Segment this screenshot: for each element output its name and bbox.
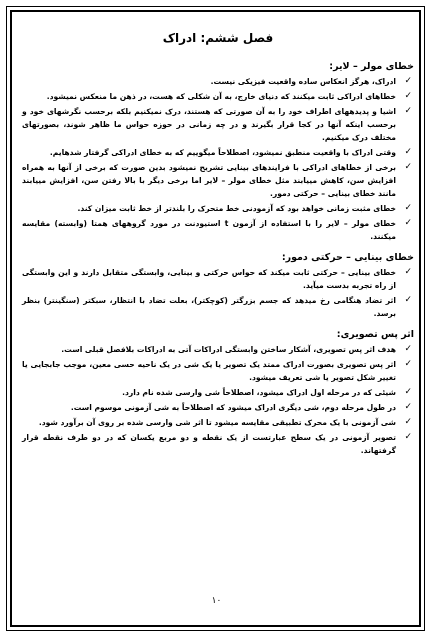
- list-item: [22, 294, 414, 320]
- bullet-list: [22, 343, 414, 457]
- list-item-text: خطای مثبت زمانی خواهد بود که آزمودنی خط متحرک را بلندتر از خط ثابت میزان کند.: [77, 204, 396, 213]
- list-item-text: ادراک، هرگز انعکاس ساده واقعیت فیزیکی نیست.: [210, 77, 396, 86]
- checkmark-icon: ✓: [404, 344, 412, 354]
- checkmark-icon: ✓: [404, 432, 412, 442]
- bullet-list: [22, 266, 414, 320]
- checkmark-icon: ✓: [404, 147, 412, 157]
- sections-container: [22, 60, 414, 457]
- chapter-title: فصل ششم: ادراک: [162, 31, 274, 45]
- list-item-text: برخی از خطاهای ادراکی با فرایندهای بینایی تشریح نمیشود بدین صورت که برخی از آنها به همراه افزایش سن، کاهش مییابند مثل خطای مولر – لایر اما برخی دیگر با بالا رفتن سن، افزایش مییابند مانند خطای بینایی – حرکتی دمور.: [22, 163, 396, 198]
- list-item-text: شیئی که در مرحله اول ادراک میشود، اصطلاحاً شی وارسی شده نام دارد.: [122, 388, 396, 397]
- checkmark-icon: ✓: [404, 267, 412, 277]
- list-item-text: خطای بینایی – حرکتی ثابت میکند که حواس حرکتی و بینایی، وابستگی متقابل دارند و این وابستگی از راه تجربه بدست میآید.: [22, 268, 396, 290]
- checkmark-icon: ✓: [404, 203, 412, 213]
- section: [22, 328, 414, 457]
- list-item: [22, 217, 414, 243]
- checkmark-icon: ✓: [404, 91, 412, 101]
- bullet-list: [22, 75, 414, 243]
- list-item-text: اثر تضاد هنگامی رخ میدهد که جسم بزرگتر (کوچکتر)، بعلت تضاد با انتظار، سبکتر (سنگینتر) بنظر برسد.: [22, 296, 396, 318]
- checkmark-icon: ✓: [404, 106, 412, 116]
- checkmark-icon: ✓: [404, 162, 412, 172]
- checkmark-icon: ✓: [404, 295, 412, 305]
- list-item: [22, 75, 414, 88]
- checkmark-icon: ✓: [404, 218, 412, 228]
- list-item-text: در طول مرحله دوم، شی دیگری ادراک میشود که اصطلاحاً به شی آزمونی موسوم است.: [70, 403, 396, 412]
- list-item: [22, 266, 414, 292]
- list-item: [22, 431, 414, 457]
- page-content: [22, 30, 414, 465]
- list-item: [22, 90, 414, 103]
- list-item: [22, 386, 414, 399]
- list-item: [22, 161, 414, 200]
- checkmark-icon: ✓: [404, 359, 412, 369]
- list-item: [22, 358, 414, 384]
- list-item-text: شی آزمونی با یک محرک تطبیقی مقایسه میشود تا اثر شی وارسی شده بر روی آن برآورد شود.: [38, 418, 396, 427]
- checkmark-icon: ✓: [404, 76, 412, 86]
- section: [22, 60, 414, 243]
- list-item-text: اشیا و پدیدههای اطراف خود را به آن صورتی که هستند، درک نمیکنیم بلکه برحسب نگرشهای خود و برحسب اینکه آنها در کجا قرار بگیرند و در چه زمانی در حوزه حواس ما ظاهر شوند، بصورتهای مختلف درک میکنیم.: [22, 107, 396, 142]
- list-item: [22, 105, 414, 144]
- list-item-text: هدف اثر پس تصویری، آشکار ساختن وابستگی ادراکات آتی به ادراکات بلافصل قبلی است.: [61, 345, 396, 354]
- list-item: [22, 202, 414, 215]
- checkmark-icon: ✓: [404, 387, 412, 397]
- list-item: [22, 343, 414, 356]
- list-item: [22, 416, 414, 429]
- list-item-text: خطاهای ادراکی ثابت میکنند که دنیای خارج، به آن شکلی که هست، در ذهن ما منعکس نمیشود.: [46, 92, 396, 101]
- section-heading: خطای بینایی – حرکتی دمور:: [281, 252, 414, 263]
- section-heading: خطای مولر – لایر:: [329, 61, 414, 72]
- list-item: [22, 401, 414, 414]
- section-heading: اثر پس تصویری:: [336, 329, 414, 340]
- section: [22, 251, 414, 320]
- page-number: ۱۰: [211, 596, 222, 606]
- list-item-text: اثر پس تصویری بصورت ادراک ممتد یک تصویر یا یک شی در یک ناحیه حسی معین، موجب جابجایی یا تغییر شکل تصویر یا شی تعریف میشود.: [22, 360, 396, 382]
- checkmark-icon: ✓: [404, 417, 412, 427]
- list-item-text: وقتی ادراک با واقعیت منطبق نمیشود، اصطلاحاً میگوییم که به خطای ادراکی گرفتار شدهایم.: [49, 148, 396, 157]
- list-item: [22, 146, 414, 159]
- list-item-text: تصویر آزمونی در یک سطح عبارتست از یک نقطه و دو مربع یکسان که در دو طرف نقطه قرار گرفتهاند.: [22, 433, 396, 455]
- checkmark-icon: ✓: [404, 402, 412, 412]
- list-item-text: خطای مولر – لایر را با استفاده از آزمون t استیودنت در مورد گروههای همتا (وابسته) مقایسه میکنند.: [22, 219, 396, 241]
